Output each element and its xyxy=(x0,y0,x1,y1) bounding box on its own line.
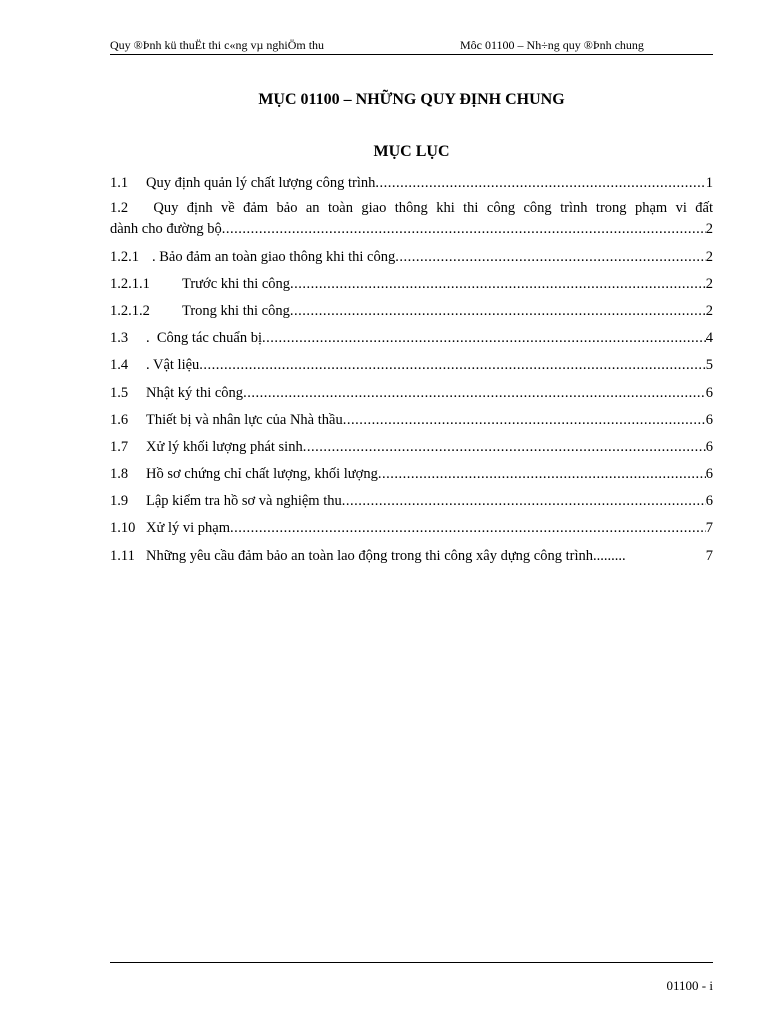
toc-entry-number: 1.2.1 xyxy=(110,249,139,265)
toc-dot-leader xyxy=(290,274,706,294)
toc-entry-1-4[interactable] xyxy=(110,355,713,375)
toc-entry-number: 1.11 xyxy=(110,548,135,564)
toc-entry-number: 1.10 xyxy=(110,520,136,536)
section-title: MỤC 01100 – NHỮNG QUY ĐỊNH CHUNG xyxy=(258,91,565,108)
toc-entry-1-2-1-2[interactable] xyxy=(110,301,713,321)
toc-entry-number: 1.3 xyxy=(110,330,129,346)
toc-dot-leader xyxy=(243,383,706,403)
toc-entry-text: Xử lý khối lượng phát sinh xyxy=(146,439,303,455)
toc-entry-line2 xyxy=(110,219,713,240)
toc-entry-text: Lập kiểm tra hồ sơ và nghiệm thu xyxy=(146,493,342,509)
toc-entry-text: . Bảo đảm an toàn giao thông khi thi công xyxy=(152,249,396,265)
toc-dot-leader xyxy=(262,328,706,348)
toc-entry-text: Nhật ký thi công xyxy=(146,385,244,401)
toc-title: MỤC LỤC xyxy=(373,143,450,160)
running-header-left: Quy ®Þnh kü thuËt thi c«ng vµ nghiÖm thu xyxy=(110,38,325,52)
toc-entry-number: 1.5 xyxy=(110,385,129,401)
toc-entry-page: 2 xyxy=(705,249,713,265)
running-header-right: Môc 01100 – Nh÷ng quy ®Þnh chung xyxy=(460,38,644,52)
toc-entry-1-5[interactable] xyxy=(110,383,713,403)
toc-entry-1-8[interactable] xyxy=(110,464,713,484)
toc-entry-page: 7 xyxy=(705,520,713,536)
toc-dot-leader xyxy=(222,219,706,240)
toc-entry-text: Trong khi thi công xyxy=(182,303,290,319)
toc-entry-number: 1.9 xyxy=(110,493,129,509)
toc-entry-1-6[interactable] xyxy=(110,410,713,430)
footer-rule xyxy=(110,962,713,963)
toc-entry-page: 6 xyxy=(705,493,713,509)
toc-dot-leader xyxy=(303,437,706,457)
toc-entry-text: . Vật liệu xyxy=(146,357,200,373)
toc-entry-text: Hồ sơ chứng chỉ chất lượng, khối lượng xyxy=(146,466,378,482)
header-rule xyxy=(110,54,713,55)
footer-page-number: 01100 - i xyxy=(666,978,713,993)
toc-dot-leader xyxy=(199,355,705,375)
toc-entry-page: 6 xyxy=(705,439,713,455)
toc-entry-page: 2 xyxy=(705,221,713,237)
toc-entry-page: 1 xyxy=(705,175,713,191)
toc-entry-line1 xyxy=(110,198,713,219)
toc-entry-text-continued: dành cho đường bộ xyxy=(110,221,222,237)
toc-entry-number: 1.2.1.2 xyxy=(110,303,150,319)
running-header xyxy=(110,37,713,53)
toc-entry-number: 1.2.1.1 xyxy=(110,276,150,292)
toc-dot-leader xyxy=(375,173,705,193)
toc-entry-page: 7 xyxy=(705,548,713,564)
toc-entry-1-2-1[interactable] xyxy=(110,247,713,267)
toc-entry-text: . Công tác chuẩn bị xyxy=(146,330,262,346)
toc-entry-number: 1.1 xyxy=(110,175,129,191)
toc-entry-page: 5 xyxy=(705,357,713,373)
toc-entry-1-1[interactable] xyxy=(110,173,713,193)
toc-dot-leader xyxy=(343,410,706,430)
toc-entry-text: Xử lý vi phạm xyxy=(146,520,230,536)
toc-entry-1-10[interactable] xyxy=(110,518,713,538)
toc-dot-leader xyxy=(378,464,706,484)
toc-entry-1-9[interactable] xyxy=(110,491,713,511)
toc-entry-text: Trước khi thi công xyxy=(182,276,291,292)
toc-entry-text: Quy định về đảm bảo an toàn giao thông khi thi công công trình trong phạm vi đất xyxy=(153,200,713,216)
toc-entry-text: Quy định quản lý chất lượng công trình xyxy=(146,175,376,191)
toc-entry-text: Những yêu cầu đảm bảo an toàn lao động trong thi công xây dựng công trình xyxy=(146,548,593,564)
toc-dot-leader xyxy=(230,518,706,538)
toc-entry-1-3[interactable] xyxy=(110,328,713,348)
toc-dot-leader xyxy=(290,301,706,321)
toc-entry-page: 4 xyxy=(705,330,713,346)
toc-dot-leader: ......... xyxy=(593,548,626,564)
toc-entry-page: 2 xyxy=(705,276,713,292)
toc-entry-page: 2 xyxy=(705,303,713,319)
toc-dot-leader xyxy=(342,491,706,511)
toc-entry-number: 1.8 xyxy=(110,466,129,482)
toc-entry-page: 6 xyxy=(705,412,713,428)
toc-entry-1-7[interactable] xyxy=(110,437,713,457)
toc-entry-1-2-1-1[interactable] xyxy=(110,274,713,294)
toc-dot-leader xyxy=(395,247,706,267)
toc-entry-1-11[interactable] xyxy=(110,546,713,566)
toc-entry-number: 1.6 xyxy=(110,412,129,428)
toc-entry-number: 1.7 xyxy=(110,439,129,455)
toc-entry-number: 1.4 xyxy=(110,357,129,373)
toc-entry-text: Thiết bị và nhân lực của Nhà thầu xyxy=(146,412,343,428)
toc-entry-1-2[interactable] xyxy=(110,198,713,240)
toc-entry-page: 6 xyxy=(705,466,713,482)
toc-entry-page: 6 xyxy=(705,385,713,401)
toc-entry-number: 1.2 xyxy=(110,200,129,216)
